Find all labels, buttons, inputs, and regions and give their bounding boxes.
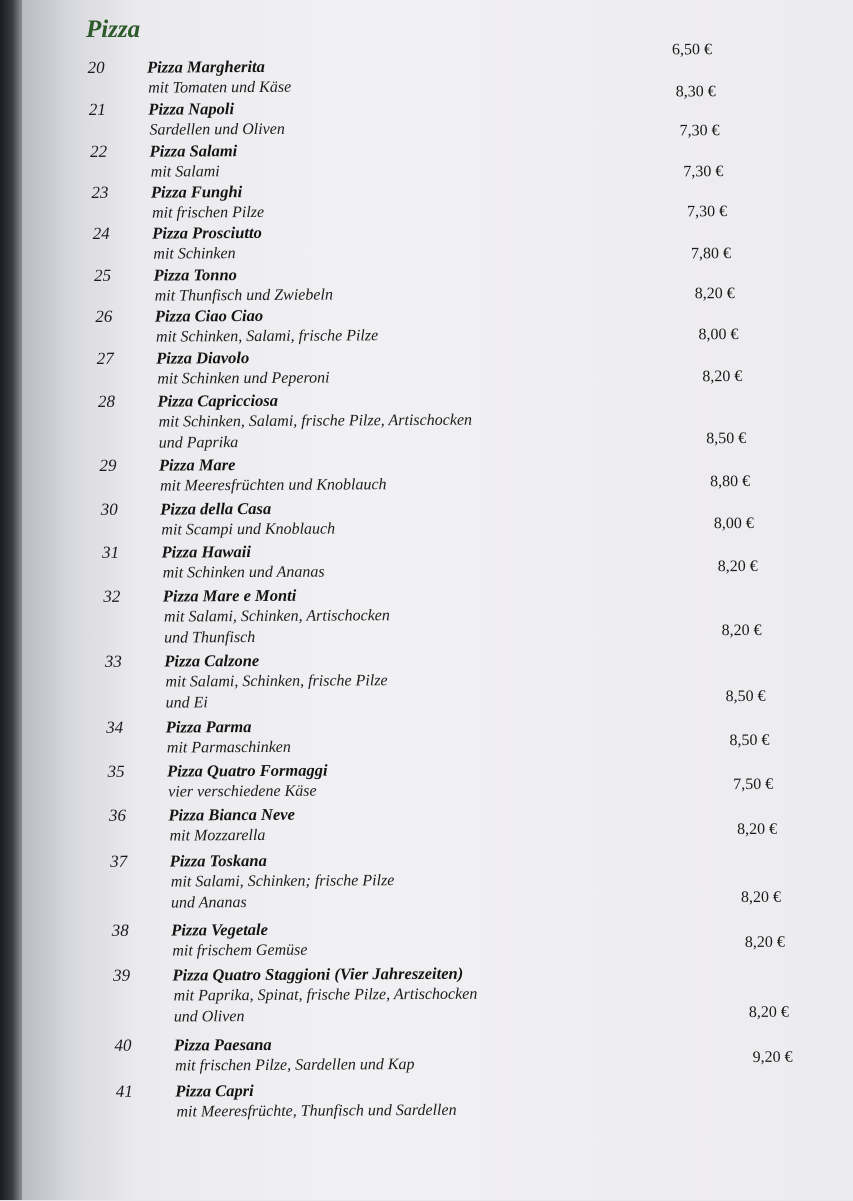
item-description-line: und Thunfisch [164, 628, 256, 647]
item-name: Pizza Mare [158, 455, 236, 475]
item-description-line: mit Schinken und Ananas [162, 563, 325, 582]
item-name: Pizza Bianca Neve [168, 804, 295, 825]
item-description-line: mit Tomaten und Käse [148, 78, 292, 97]
item-description [153, 243, 235, 265]
item-name: Pizza Hawaii [161, 542, 252, 562]
item-number: 29 [99, 455, 117, 475]
item-price: 8,50 € [729, 731, 770, 750]
item-name: Pizza della Casa [160, 498, 272, 519]
item-description-line: vier verschiedene Käse [168, 782, 317, 801]
item-name: Pizza Salami [149, 141, 238, 161]
item-number: 32 [103, 586, 121, 606]
item-description-line: mit Schinken und Peperoni [157, 369, 330, 388]
item-description [164, 605, 390, 648]
item-description [171, 870, 395, 913]
item-price: 7,30 € [683, 163, 724, 181]
item-number: 26 [95, 306, 113, 326]
item-description [168, 781, 317, 803]
item-description-line: mit frischen Pilze, Sardellen und Kap [175, 1056, 415, 1075]
item-name: Pizza Capri [175, 1081, 254, 1101]
item-number: 41 [115, 1081, 133, 1101]
item-price: 7,80 € [690, 245, 731, 263]
item-number: 20 [87, 57, 105, 78]
item-description [175, 1054, 415, 1076]
item-number: 27 [96, 348, 114, 368]
item-number: 23 [91, 182, 109, 202]
item-description [159, 410, 473, 454]
item-name: Pizza Calzone [164, 650, 260, 671]
item-description-line: Sardellen und Oliven [149, 120, 285, 139]
item-description-line: und Oliven [173, 1008, 245, 1026]
item-price: 8,50 € [725, 687, 766, 706]
item-description [163, 562, 325, 584]
item-price: 8,20 € [694, 285, 735, 303]
item-description-line: mit Meeresfrüchten und Knoblauch [159, 476, 387, 495]
item-number: 34 [106, 717, 124, 737]
item-description [156, 325, 378, 347]
item-description [148, 77, 291, 99]
item-number: 33 [104, 651, 122, 671]
item-description [161, 518, 335, 540]
section-title: Pizza [86, 16, 141, 43]
item-description-line: mit Salami, Schinken, Artischocken [163, 607, 390, 626]
item-number: 22 [90, 141, 108, 161]
item-name: Pizza Napoli [148, 99, 235, 119]
item-number: 30 [100, 499, 118, 519]
item-name: Pizza Quatro Formaggi [167, 760, 328, 781]
item-name: Pizza Vegetale [171, 919, 268, 940]
item-description-line: mit Salami [150, 163, 220, 181]
item-price: 7,50 € [733, 775, 774, 794]
item-description [149, 119, 285, 141]
item-price: 8,20 € [744, 933, 785, 952]
item-name: Pizza Capricciosa [157, 390, 279, 411]
item-price: 8,20 € [737, 820, 778, 839]
item-price: 7,30 € [687, 203, 728, 221]
item-number: 21 [88, 99, 106, 119]
item-description-line: mit Salami, Schinken; frische Pilze [170, 872, 395, 891]
item-price: 8,30 € [675, 83, 716, 101]
item-number: 40 [114, 1035, 132, 1055]
item-description [169, 825, 265, 847]
item-price: 8,20 € [748, 1003, 789, 1021]
item-name: Pizza Margherita [146, 56, 265, 77]
item-description [167, 737, 291, 759]
item-number: 31 [101, 542, 120, 562]
item-name: Pizza Paesana [173, 1034, 272, 1055]
item-description-line: mit Schinken, Salami, frische Pilze [155, 327, 379, 346]
item-price: 8,20 € [740, 888, 782, 907]
item-description [176, 1100, 456, 1123]
item-name: Pizza Tonno [153, 265, 237, 285]
item-name: Pizza Ciao Ciao [154, 305, 264, 326]
item-description [174, 984, 478, 1028]
item-description-line: und Paprika [158, 434, 239, 452]
item-price: 8,80 € [710, 472, 751, 491]
item-number: 38 [111, 920, 129, 940]
item-description [172, 940, 307, 962]
item-price: 8,00 € [713, 514, 754, 533]
item-price: 7,30 € [679, 122, 720, 140]
item-price: 8,20 € [721, 621, 762, 640]
item-number: 39 [112, 965, 131, 985]
item-description-line: mit Paprika, Spinat, frische Pilze, Artischocken [173, 985, 478, 1005]
item-description-line: mit Parmaschinken [166, 738, 291, 757]
item-number: 28 [97, 391, 116, 411]
item-description-line: mit frischem Gemüse [172, 941, 308, 960]
item-number: 25 [94, 265, 112, 285]
item-description [152, 202, 264, 224]
item-description-line: mit frischen Pilze [152, 203, 265, 222]
item-description [157, 368, 329, 390]
item-description [155, 285, 333, 307]
item-description-line: mit Schinken [153, 245, 236, 263]
item-price: 8,00 € [698, 326, 739, 344]
item-description-line: und Ei [165, 694, 208, 712]
item-name: Pizza Parma [165, 717, 252, 737]
item-name: Pizza Funghi [150, 182, 243, 202]
item-description-line: mit Salami, Schinken, frische Pilze [165, 672, 388, 691]
item-price: 6,50 € [671, 41, 713, 59]
item-name: Pizza Toskana [169, 850, 267, 871]
item-price: 9,20 € [752, 1048, 793, 1066]
item-name: Pizza Quatro Staggioni (Vier Jahreszeiten) [172, 963, 464, 985]
item-description [165, 670, 387, 713]
item-name: Pizza Prosciutto [152, 222, 262, 243]
item-description-line: mit Meeresfrüchte, Thunfisch und Sardellen [176, 1101, 457, 1121]
item-description [151, 161, 220, 182]
item-name: Pizza Diavolo [156, 348, 250, 368]
item-description [160, 474, 387, 496]
item-number: 36 [108, 805, 126, 825]
item-description-line: mit Thunfisch und Zwiebeln [154, 286, 333, 305]
item-price: 8,20 € [717, 557, 758, 576]
item-name: Pizza Mare e Monti [162, 585, 297, 606]
item-description-line: mit Scampi und Knoblauch [161, 520, 336, 539]
item-description-line: mit Schinken, Salami, frische Pilze, Artischocken [158, 411, 473, 431]
item-description-line: mit Mozzarella [169, 826, 266, 845]
item-number: 37 [110, 851, 128, 871]
item-price: 8,50 € [706, 429, 747, 448]
item-number: 35 [107, 761, 125, 781]
item-price: 8,20 € [702, 368, 743, 386]
item-description-line: und Ananas [170, 894, 247, 912]
item-number: 24 [92, 223, 110, 243]
